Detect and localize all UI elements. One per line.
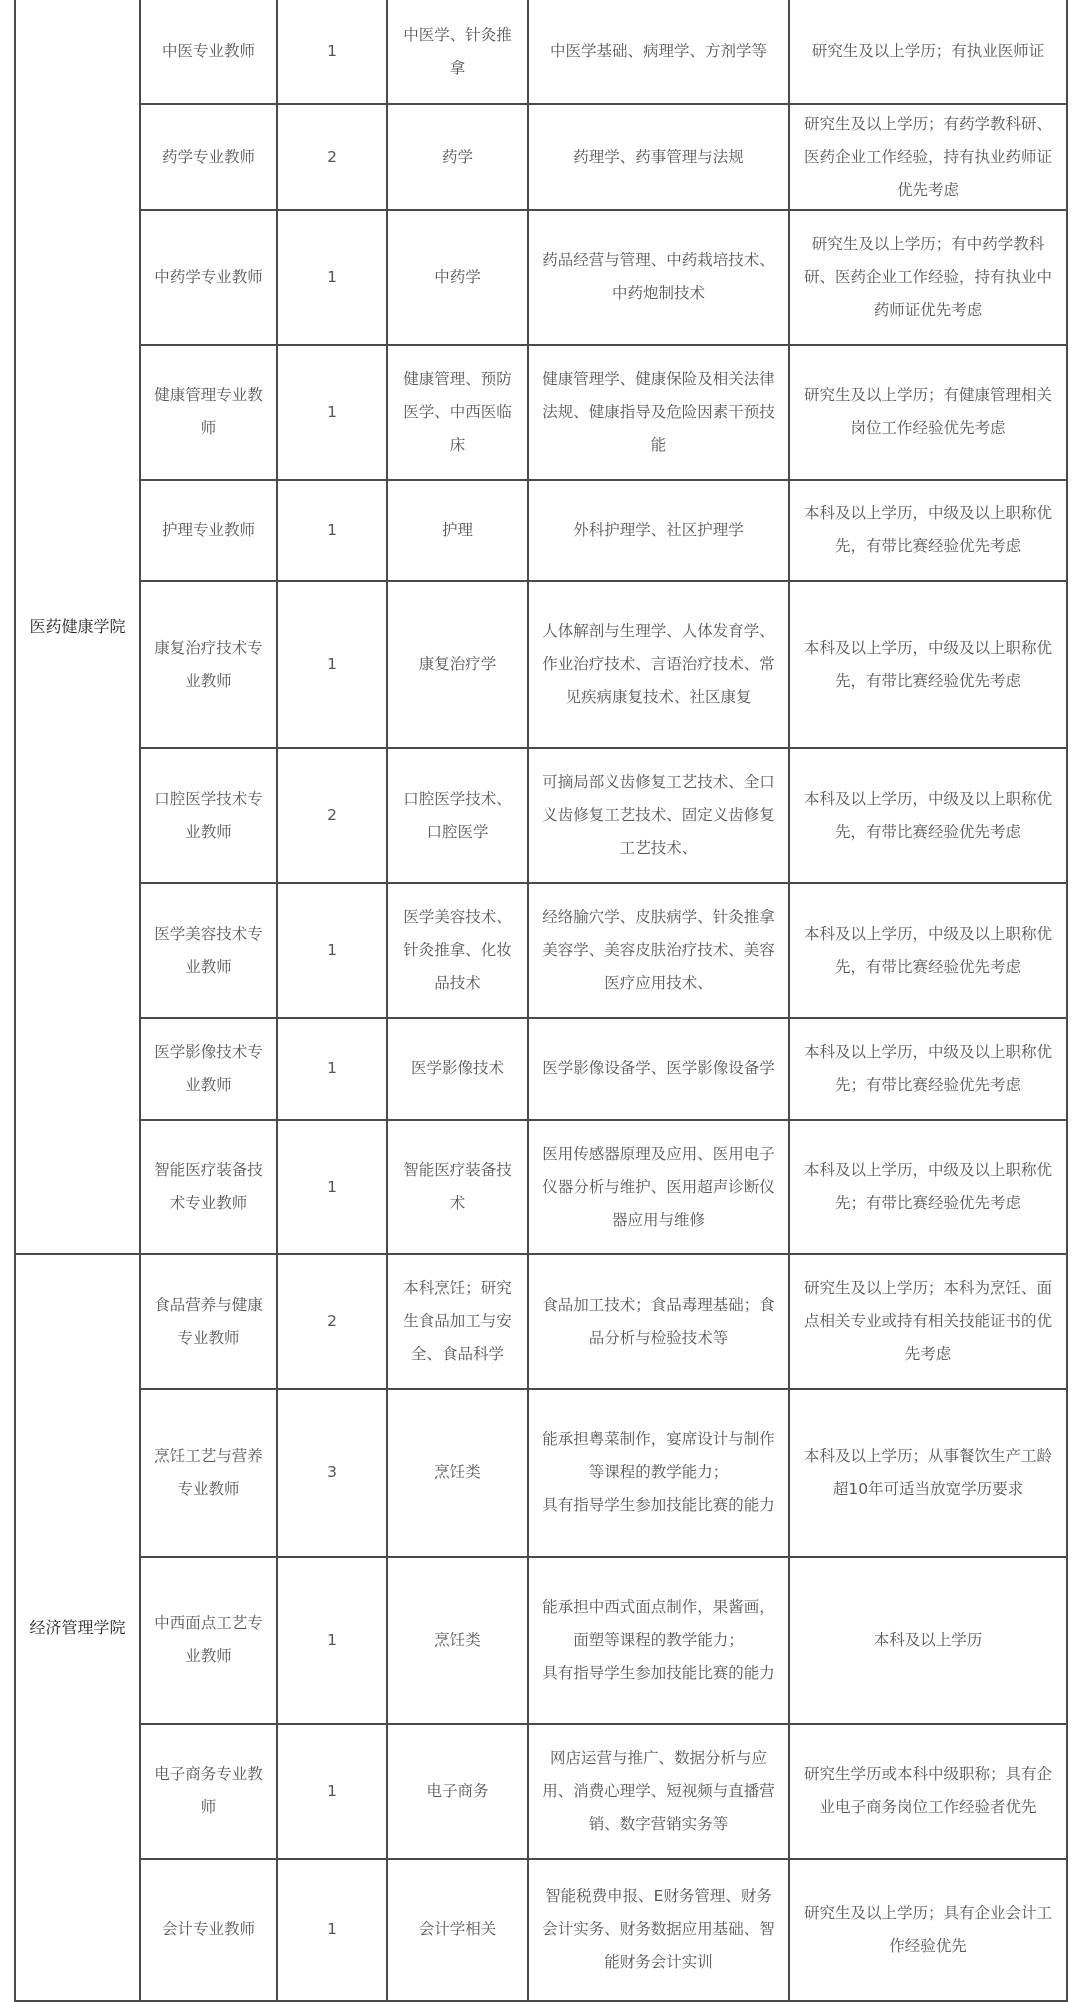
requirements-cell: 研究生及以上学历；本科为烹饪、面点相关专业或持有相关技能证书的优先考虑 xyxy=(789,1254,1067,1389)
requirements-cell: 本科及以上学历，中级及以上职称优先；有带比赛经验优先考虑 xyxy=(789,1018,1067,1119)
requirements-cell: 本科及以上学历，中级及以上职称优先，有带比赛经验优先考虑 xyxy=(789,883,1067,1018)
major-cell: 医学影像技术 xyxy=(387,1018,528,1119)
position-cell: 口腔医学技术专业教师 xyxy=(140,748,277,883)
requirements-cell: 研究生及以上学历；有健康管理相关岗位工作经验优先考虑 xyxy=(789,345,1067,480)
count-cell: 1 xyxy=(277,210,387,345)
major-cell: 康复治疗学 xyxy=(387,581,528,748)
table-row xyxy=(15,1557,1067,1724)
courses-cell: 药品经营与管理、中药栽培技术、中药炮制技术 xyxy=(528,210,789,345)
requirements-cell: 研究生及以上学历；具有企业会计工作经验优先 xyxy=(789,1859,1067,2001)
table-row xyxy=(15,0,1067,104)
requirements-cell: 研究生学历或本科中级职称；具有企业电子商务岗位工作经验者优先 xyxy=(789,1724,1067,1859)
position-cell: 食品营养与健康专业教师 xyxy=(140,1254,277,1389)
count-cell: 1 xyxy=(277,1724,387,1859)
count-cell: 1 xyxy=(277,0,387,104)
recruitment-table xyxy=(14,0,1068,2002)
count-cell: 1 xyxy=(277,345,387,480)
requirements-cell: 本科及以上学历；从事餐饮生产工龄超10年可适当放宽学历要求 xyxy=(789,1389,1067,1556)
courses-cell: 智能税费申报、E财务管理、财务会计实务、财务数据应用基础、智能财务会计实训 xyxy=(528,1859,789,2001)
requirements-cell: 本科及以上学历，中级及以上职称优先，有带比赛经验优先考虑 xyxy=(789,748,1067,883)
courses-cell: 人体解剖与生理学、人体发育学、作业治疗技术、言语治疗技术、常见疾病康复技术、社区康复 xyxy=(528,581,789,748)
table-row xyxy=(15,1254,1067,1389)
position-cell: 医学影像技术专业教师 xyxy=(140,1018,277,1119)
courses-cell: 食品加工技术；食品毒理基础；食品分析与检验技术等 xyxy=(528,1254,789,1389)
position-cell: 智能医疗装备技术专业教师 xyxy=(140,1120,277,1255)
position-cell: 中西面点工艺专业教师 xyxy=(140,1557,277,1724)
count-cell: 2 xyxy=(277,748,387,883)
requirements-cell: 本科及以上学历，中级及以上职称优先，有带比赛经验优先考虑 xyxy=(789,480,1067,581)
major-cell: 烹饪类 xyxy=(387,1557,528,1724)
courses-cell: 药理学、药事管理与法规 xyxy=(528,104,789,209)
major-cell: 智能医疗装备技术 xyxy=(387,1120,528,1255)
department-cell: 医药健康学院 xyxy=(15,0,140,1254)
courses-cell: 经络腧穴学、皮肤病学、针灸推拿美容学、美容皮肤治疗技术、美容医疗应用技术、 xyxy=(528,883,789,1018)
table-row xyxy=(15,1018,1067,1119)
requirements-cell: 本科及以上学历 xyxy=(789,1557,1067,1724)
requirements-cell: 研究生及以上学历；有药学教科研、医药企业工作经验，持有执业药师证优先考虑 xyxy=(789,104,1067,209)
position-cell: 护理专业教师 xyxy=(140,480,277,581)
major-cell: 护理 xyxy=(387,480,528,581)
count-cell: 1 xyxy=(277,581,387,748)
requirements-cell: 本科及以上学历，中级及以上职称优先，有带比赛经验优先考虑 xyxy=(789,581,1067,748)
table-row xyxy=(15,345,1067,480)
major-cell: 药学 xyxy=(387,104,528,209)
count-cell: 1 xyxy=(277,1018,387,1119)
major-cell: 中医学、针灸推拿 xyxy=(387,0,528,104)
position-cell: 医学美容技术专业教师 xyxy=(140,883,277,1018)
courses-cell: 中医学基础、病理学、方剂学等 xyxy=(528,0,789,104)
count-cell: 2 xyxy=(277,1254,387,1389)
courses-cell: 医学影像设备学、医学影像设备学 xyxy=(528,1018,789,1119)
courses-cell: 外科护理学、社区护理学 xyxy=(528,480,789,581)
major-cell: 口腔医学技术、口腔医学 xyxy=(387,748,528,883)
position-cell: 健康管理专业教师 xyxy=(140,345,277,480)
table-row xyxy=(15,1859,1067,2001)
position-cell: 药学专业教师 xyxy=(140,104,277,209)
table-row xyxy=(15,1120,1067,1255)
position-cell: 会计专业教师 xyxy=(140,1859,277,2001)
courses-cell: 能承担粤菜制作，宴席设计与制作等课程的教学能力； 具有指导学生参加技能比赛的能力 xyxy=(528,1389,789,1556)
courses-cell: 网店运营与推广、数据分析与应用、消费心理学、短视频与直播营销、数字营销实务等 xyxy=(528,1724,789,1859)
table-row xyxy=(15,1724,1067,1859)
count-cell: 1 xyxy=(277,1120,387,1255)
requirements-cell: 研究生及以上学历；有中药学教科研、医药企业工作经验，持有执业中药师证优先考虑 xyxy=(789,210,1067,345)
major-cell: 会计学相关 xyxy=(387,1859,528,2001)
major-cell: 烹饪类 xyxy=(387,1389,528,1556)
major-cell: 健康管理、预防医学、中西医临床 xyxy=(387,345,528,480)
count-cell: 1 xyxy=(277,1557,387,1724)
major-cell: 中药学 xyxy=(387,210,528,345)
table-row xyxy=(15,748,1067,883)
count-cell: 1 xyxy=(277,1859,387,2001)
courses-cell: 可摘局部义齿修复工艺技术、全口义齿修复工艺技术、固定义齿修复工艺技术、 xyxy=(528,748,789,883)
requirements-cell: 研究生及以上学历；有执业医师证 xyxy=(789,0,1067,104)
position-cell: 中药学专业教师 xyxy=(140,210,277,345)
position-cell: 康复治疗技术专业教师 xyxy=(140,581,277,748)
count-cell: 1 xyxy=(277,480,387,581)
recruitment-table-body xyxy=(15,0,1067,2001)
department-cell: 经济管理学院 xyxy=(15,1254,140,2001)
major-cell: 医学美容技术、针灸推拿、化妆品技术 xyxy=(387,883,528,1018)
requirements-cell: 本科及以上学历，中级及以上职称优先；有带比赛经验优先考虑 xyxy=(789,1120,1067,1255)
position-cell: 烹饪工艺与营养专业教师 xyxy=(140,1389,277,1556)
table-row xyxy=(15,104,1067,209)
table-row xyxy=(15,1389,1067,1556)
courses-cell: 健康管理学、健康保险及相关法律法规、健康指导及危险因素干预技能 xyxy=(528,345,789,480)
table-row xyxy=(15,883,1067,1018)
count-cell: 3 xyxy=(277,1389,387,1556)
courses-cell: 医用传感器原理及应用、医用电子仪器分析与维护、医用超声诊断仪器应用与维修 xyxy=(528,1120,789,1255)
position-cell: 电子商务专业教师 xyxy=(140,1724,277,1859)
position-cell: 中医专业教师 xyxy=(140,0,277,104)
table-row xyxy=(15,480,1067,581)
major-cell: 本科烹饪；研究生食品加工与安全、食品科学 xyxy=(387,1254,528,1389)
count-cell: 1 xyxy=(277,883,387,1018)
table-row xyxy=(15,210,1067,345)
major-cell: 电子商务 xyxy=(387,1724,528,1859)
table-row xyxy=(15,581,1067,748)
courses-cell: 能承担中西式面点制作，果酱画，面塑等课程的教学能力； 具有指导学生参加技能比赛的能力 xyxy=(528,1557,789,1724)
count-cell: 2 xyxy=(277,104,387,209)
